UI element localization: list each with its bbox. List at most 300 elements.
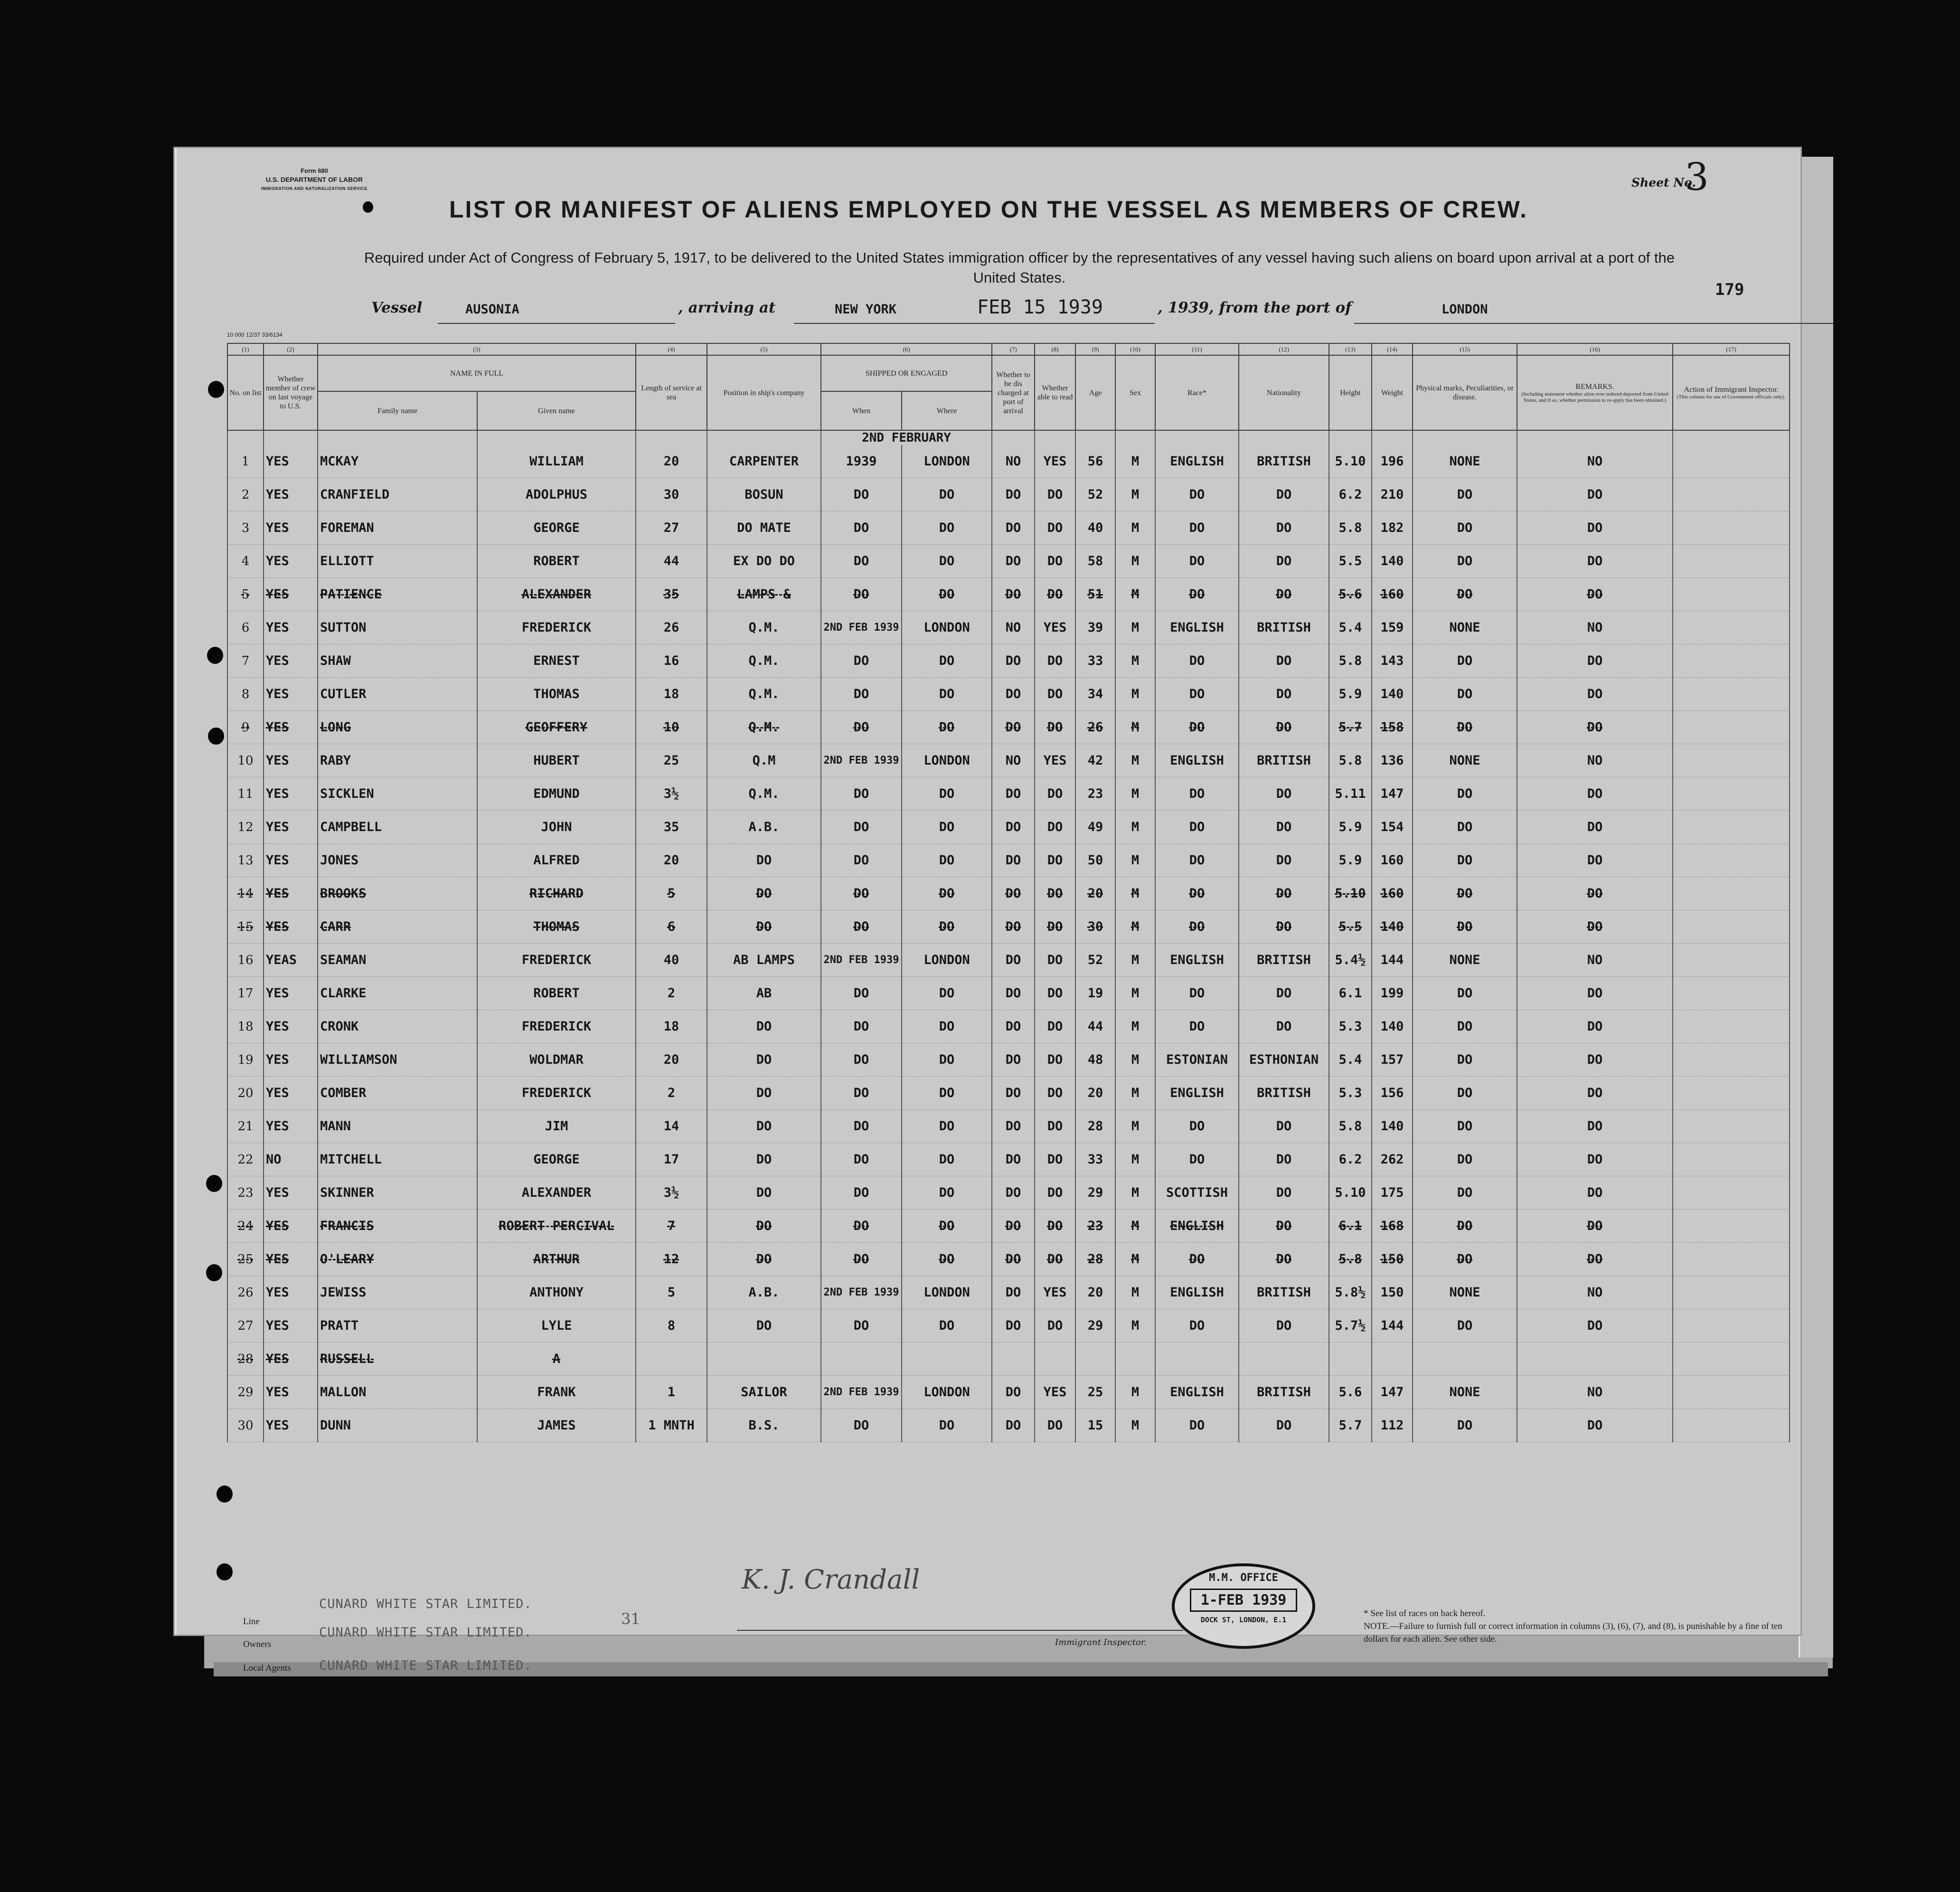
- physical-marks: DO: [1413, 844, 1517, 877]
- shipped-when: DO: [821, 1077, 902, 1110]
- col-number: (12): [1239, 343, 1329, 355]
- shipped-when: DO: [821, 1010, 902, 1043]
- sex: M: [1115, 1077, 1155, 1110]
- race: DO: [1155, 811, 1239, 844]
- sex: M: [1115, 611, 1155, 644]
- height: 5.8: [1329, 1243, 1372, 1276]
- physical-marks: DO: [1413, 1077, 1517, 1110]
- family-name: CRANFIELD: [318, 478, 477, 511]
- physical-marks: DO: [1413, 1010, 1517, 1043]
- family-name: FRANCIS: [318, 1210, 477, 1243]
- remarks: DO: [1517, 1010, 1673, 1043]
- discharged: DO: [992, 1077, 1035, 1110]
- sex: M: [1115, 678, 1155, 711]
- manifest-title: LIST OR MANIFEST OF ALIENS EMPLOYED ON THE VESSEL AS MEMBERS OF CREW.: [449, 196, 1528, 223]
- sex: M: [1115, 511, 1155, 545]
- header-remarks: [1517, 355, 1673, 430]
- nationality: DO: [1239, 1110, 1329, 1143]
- crew-member-flag: YES: [264, 511, 318, 545]
- crew-row: [227, 1010, 1790, 1043]
- inspector-action: [1673, 877, 1790, 910]
- nationality: DO: [1239, 711, 1329, 744]
- length-of-service: 10: [636, 711, 707, 744]
- height: 6.2: [1329, 478, 1372, 511]
- height: 5.10: [1329, 445, 1372, 478]
- crew-member-flag: YES: [264, 578, 318, 611]
- col-number: (3): [318, 343, 636, 355]
- height: 5.9: [1329, 844, 1372, 877]
- discharged: DO: [992, 545, 1035, 578]
- family-name: LONG: [318, 711, 477, 744]
- age: 25: [1075, 1376, 1115, 1409]
- shipped-when: DO: [821, 1309, 902, 1343]
- height: 5.6: [1329, 1376, 1372, 1409]
- shipped-when: [821, 1343, 902, 1376]
- inspector-action: [1673, 1143, 1790, 1176]
- position: Q.M: [707, 744, 821, 777]
- inspector-action: [1673, 578, 1790, 611]
- binder-hole: [206, 1264, 222, 1281]
- able-to-read: YES: [1035, 1276, 1075, 1309]
- family-name: SUTTON: [318, 611, 477, 644]
- inspector-action: [1673, 445, 1790, 478]
- able-to-read: DO: [1035, 1143, 1075, 1176]
- family-name: JEWISS: [318, 1276, 477, 1309]
- header-position: Position in ship's company: [707, 355, 821, 430]
- given-name: GEORGE: [477, 1143, 636, 1176]
- able-to-read: DO: [1035, 678, 1075, 711]
- arrival-date: FEB 15 1939: [977, 296, 1103, 318]
- race: DO: [1155, 910, 1239, 944]
- able-to-read: DO: [1035, 1309, 1075, 1343]
- shipped-where: DO: [902, 478, 992, 511]
- sheet-edge: [1799, 157, 1833, 1657]
- position: B.S.: [707, 1409, 821, 1442]
- col-number: (15): [1413, 343, 1517, 355]
- family-name: SICKLEN: [318, 777, 477, 811]
- position: A.B.: [707, 811, 821, 844]
- length-of-service: 30: [636, 478, 707, 511]
- able-to-read: DO: [1035, 511, 1075, 545]
- crew-member-flag: NO: [264, 1143, 318, 1176]
- age: 29: [1075, 1309, 1115, 1343]
- header-given-name: Given name: [477, 391, 636, 430]
- shipped-when: DO: [821, 678, 902, 711]
- crew-member-flag: YES: [264, 678, 318, 711]
- crew-row: [227, 1409, 1790, 1442]
- remarks: DO: [1517, 777, 1673, 811]
- col-number: (4): [636, 343, 707, 355]
- row-number: 12: [227, 811, 264, 844]
- shipped-where: DO: [902, 910, 992, 944]
- height: 5.7½: [1329, 1309, 1372, 1343]
- physical-marks: DO: [1413, 545, 1517, 578]
- spacer-row: [227, 430, 1790, 445]
- col-number: (16): [1517, 343, 1673, 355]
- remarks: DO: [1517, 1143, 1673, 1176]
- manifest-sheet: [175, 148, 1800, 1673]
- remarks: DO: [1517, 877, 1673, 910]
- crew-row: [227, 977, 1790, 1010]
- height: 5.9: [1329, 811, 1372, 844]
- race: DO: [1155, 1110, 1239, 1143]
- given-name: ROBERT: [477, 977, 636, 1010]
- given-name: ADOLPHUS: [477, 478, 636, 511]
- family-name: WILLIAMSON: [318, 1043, 477, 1077]
- race: DO: [1155, 1143, 1239, 1176]
- stamp-bottom-text: DOCK ST, LONDON, E.1: [1200, 1616, 1287, 1624]
- crew-row: [227, 1043, 1790, 1077]
- given-name: ARTHUR: [477, 1243, 636, 1276]
- discharged: DO: [992, 777, 1035, 811]
- able-to-read: DO: [1035, 711, 1075, 744]
- discharged: DO: [992, 1110, 1035, 1143]
- inspector-action: [1673, 644, 1790, 678]
- agents-label: Local Agents: [243, 1663, 291, 1673]
- height: 5.7: [1329, 1409, 1372, 1442]
- height: 5.6: [1329, 578, 1372, 611]
- able-to-read: [1035, 1343, 1075, 1376]
- shipped-where: LONDON: [902, 744, 992, 777]
- shipped-when: DO: [821, 578, 902, 611]
- crew-row: [227, 944, 1790, 977]
- discharged: DO: [992, 1309, 1035, 1343]
- remarks: DO: [1517, 811, 1673, 844]
- nationality: DO: [1239, 511, 1329, 545]
- inspector-action: [1673, 1243, 1790, 1276]
- position: DO: [707, 910, 821, 944]
- shipped-where: DO: [902, 678, 992, 711]
- able-to-read: DO: [1035, 977, 1075, 1010]
- discharged: NO: [992, 445, 1035, 478]
- crew-member-flag: YES: [264, 1210, 318, 1243]
- inspector-action: [1673, 678, 1790, 711]
- race: DO: [1155, 711, 1239, 744]
- weight: 157: [1372, 1043, 1413, 1077]
- position: BOSUN: [707, 478, 821, 511]
- action-title: Action of Immigrant Inspector.: [1684, 386, 1779, 394]
- crew-row: [227, 1077, 1790, 1110]
- crew-row: [227, 445, 1790, 478]
- height: 5.4½: [1329, 944, 1372, 977]
- header-where: Where: [902, 391, 992, 430]
- race: DO: [1155, 511, 1239, 545]
- family-name: MALLON: [318, 1376, 477, 1409]
- weight: 147: [1372, 777, 1413, 811]
- remarks: DO: [1517, 1409, 1673, 1442]
- length-of-service: 35: [636, 578, 707, 611]
- able-to-read: DO: [1035, 777, 1075, 811]
- race: ENGLISH: [1155, 944, 1239, 977]
- header-height: Height: [1329, 355, 1372, 430]
- physical-marks: DO: [1413, 877, 1517, 910]
- age: [1075, 1343, 1115, 1376]
- binder-hole: [207, 647, 223, 664]
- family-name: FOREMAN: [318, 511, 477, 545]
- row-number: 15: [227, 910, 264, 944]
- race: DO: [1155, 1409, 1239, 1442]
- row-number: 18: [227, 1010, 264, 1043]
- col-number: (7): [992, 343, 1035, 355]
- weight: 140: [1372, 910, 1413, 944]
- crew-row: [227, 578, 1790, 611]
- able-to-read: DO: [1035, 1176, 1075, 1210]
- crew-member-flag: YES: [264, 711, 318, 744]
- age: 15: [1075, 1409, 1115, 1442]
- sex: M: [1115, 445, 1155, 478]
- owners-value: CUNARD WHITE STAR LIMITED.: [319, 1625, 532, 1640]
- row-number: 8: [227, 678, 264, 711]
- able-to-read: DO: [1035, 644, 1075, 678]
- race: ENGLISH: [1155, 445, 1239, 478]
- remarks: DO: [1517, 1077, 1673, 1110]
- year-from-label: , 1939, from the port of: [1158, 299, 1352, 316]
- able-to-read: DO: [1035, 844, 1075, 877]
- physical-marks: NONE: [1413, 744, 1517, 777]
- position: A.B.: [707, 1276, 821, 1309]
- inspector-action: [1673, 910, 1790, 944]
- column-number-row: [227, 343, 1790, 355]
- nationality: DO: [1239, 545, 1329, 578]
- physical-marks: DO: [1413, 1176, 1517, 1210]
- header-name-in-full: NAME IN FULL: [318, 355, 636, 391]
- manifest-rows: [227, 430, 1790, 1442]
- physical-marks: NONE: [1413, 445, 1517, 478]
- binder-hole: [208, 381, 224, 398]
- age: 40: [1075, 511, 1115, 545]
- header-able-to-read: Whether able to read: [1035, 355, 1075, 430]
- family-name: COMBER: [318, 1077, 477, 1110]
- shipped-when: DO: [821, 1110, 902, 1143]
- given-name: FREDERICK: [477, 944, 636, 977]
- nationality: DO: [1239, 977, 1329, 1010]
- col-number: (1): [227, 343, 264, 355]
- race: ENGLISH: [1155, 1276, 1239, 1309]
- height: 5.5: [1329, 910, 1372, 944]
- binder-hole: [217, 1563, 233, 1580]
- crew-row: [227, 644, 1790, 678]
- inspector-action: [1673, 1077, 1790, 1110]
- race: DO: [1155, 1010, 1239, 1043]
- inspector-action: [1673, 1010, 1790, 1043]
- height: 6.1: [1329, 977, 1372, 1010]
- length-of-service: 20: [636, 445, 707, 478]
- shipped-where: DO: [902, 1243, 992, 1276]
- crew-row: [227, 1343, 1790, 1376]
- given-name: JOHN: [477, 811, 636, 844]
- remarks: DO: [1517, 977, 1673, 1010]
- header-sex: Sex: [1115, 355, 1155, 430]
- sex: M: [1115, 1243, 1155, 1276]
- inspector-action: [1673, 1176, 1790, 1210]
- crew-member-flag: YES: [264, 877, 318, 910]
- header-no-on-list: No. on list: [227, 355, 264, 430]
- sex: M: [1115, 1010, 1155, 1043]
- family-name: SKINNER: [318, 1176, 477, 1210]
- remarks: DO: [1517, 1243, 1673, 1276]
- given-name: FREDERICK: [477, 1010, 636, 1043]
- family-name: BROOKS: [318, 877, 477, 910]
- shipped-when: 2ND FEB 1939: [821, 944, 902, 977]
- row-number: 1: [227, 445, 264, 478]
- crew-member-flag: YES: [264, 811, 318, 844]
- shipped-where: DO: [902, 545, 992, 578]
- from-port: LONDON: [1442, 302, 1488, 317]
- crew-row: [227, 777, 1790, 811]
- physical-marks: DO: [1413, 711, 1517, 744]
- crew-member-flag: YES: [264, 777, 318, 811]
- family-name: SEAMAN: [318, 944, 477, 977]
- length-of-service: 1: [636, 1376, 707, 1409]
- crew-row: [227, 1276, 1790, 1309]
- form-header-block: [248, 166, 381, 193]
- race: ENGLISH: [1155, 1210, 1239, 1243]
- line-label: Line: [243, 1617, 260, 1627]
- able-to-read: YES: [1035, 445, 1075, 478]
- length-of-service: 8: [636, 1309, 707, 1343]
- sex: M: [1115, 744, 1155, 777]
- shipped-when: DO: [821, 1243, 902, 1276]
- row-number: 5: [227, 578, 264, 611]
- row-number: 3: [227, 511, 264, 545]
- race: DO: [1155, 977, 1239, 1010]
- position: DO: [707, 1043, 821, 1077]
- remarks: NO: [1517, 1276, 1673, 1309]
- races-note: * See list of races on back hereof.: [1364, 1608, 1486, 1618]
- nationality: BRITISH: [1239, 1077, 1329, 1110]
- crew-row: [227, 545, 1790, 578]
- height: 5.11: [1329, 777, 1372, 811]
- age: 52: [1075, 478, 1115, 511]
- able-to-read: YES: [1035, 611, 1075, 644]
- arriving-label: , arriving at: [678, 299, 776, 316]
- crew-row: [227, 1376, 1790, 1409]
- given-name: ALEXANDER: [477, 578, 636, 611]
- physical-marks: DO: [1413, 1043, 1517, 1077]
- given-name: JAMES: [477, 1409, 636, 1442]
- sex: M: [1115, 1276, 1155, 1309]
- age: 20: [1075, 877, 1115, 910]
- remarks: DO: [1517, 478, 1673, 511]
- remarks: DO: [1517, 1210, 1673, 1243]
- length-of-service: 35: [636, 811, 707, 844]
- given-name: FREDERICK: [477, 1077, 636, 1110]
- shipped-when: 2ND FEB 1939: [821, 1276, 902, 1309]
- discharged: DO: [992, 1043, 1035, 1077]
- nationality: BRITISH: [1239, 611, 1329, 644]
- height: 6.2: [1329, 1143, 1372, 1176]
- family-name: CLARKE: [318, 977, 477, 1010]
- signature-line: [737, 1630, 1183, 1631]
- able-to-read: DO: [1035, 811, 1075, 844]
- nationality: DO: [1239, 877, 1329, 910]
- position: Q.M.: [707, 644, 821, 678]
- shipped-where: LONDON: [902, 611, 992, 644]
- crew-manifest-table: [227, 343, 1790, 1442]
- remarks: NO: [1517, 611, 1673, 644]
- inspector-action: [1673, 1376, 1790, 1409]
- shipped-where: DO: [902, 977, 992, 1010]
- inspector-action: [1673, 1409, 1790, 1442]
- crew-member-flag: YES: [264, 545, 318, 578]
- family-name: CRONK: [318, 1010, 477, 1043]
- physical-marks: DO: [1413, 811, 1517, 844]
- discharged: DO: [992, 877, 1035, 910]
- race: DO: [1155, 644, 1239, 678]
- physical-marks: DO: [1413, 1409, 1517, 1442]
- length-of-service: 1 MNTH: [636, 1409, 707, 1442]
- age: 28: [1075, 1110, 1115, 1143]
- col-number: (2): [264, 343, 318, 355]
- discharged: DO: [992, 977, 1035, 1010]
- age: 50: [1075, 844, 1115, 877]
- nationality: BRITISH: [1239, 744, 1329, 777]
- nationality: BRITISH: [1239, 445, 1329, 478]
- shipped-when: DO: [821, 1176, 902, 1210]
- crew-member-flag: YES: [264, 1110, 318, 1143]
- nationality: [1239, 1343, 1329, 1376]
- age: 28: [1075, 1243, 1115, 1276]
- col-number: (8): [1035, 343, 1075, 355]
- height: 5.8: [1329, 644, 1372, 678]
- weight: 199: [1372, 977, 1413, 1010]
- row-number: 24: [227, 1210, 264, 1243]
- row-number: 22: [227, 1143, 264, 1176]
- height: 5.10: [1329, 877, 1372, 910]
- nationality: DO: [1239, 1176, 1329, 1210]
- height: 5.4: [1329, 1043, 1372, 1077]
- age: 23: [1075, 777, 1115, 811]
- length-of-service: 2: [636, 1077, 707, 1110]
- shipped-where: [902, 1343, 992, 1376]
- sex: M: [1115, 644, 1155, 678]
- sex: M: [1115, 1376, 1155, 1409]
- header-discharged: Whether to be dis charged at port of arrival: [992, 355, 1035, 430]
- age: 29: [1075, 1176, 1115, 1210]
- given-name: ROBERT: [477, 545, 636, 578]
- remarks: NO: [1517, 744, 1673, 777]
- row-number: 9: [227, 711, 264, 744]
- position: DO: [707, 1143, 821, 1176]
- inspector-action: [1673, 811, 1790, 844]
- shipped-date-note: 2ND FEBRUARY: [821, 430, 992, 445]
- row-number: 21: [227, 1110, 264, 1143]
- weight: 147: [1372, 1376, 1413, 1409]
- physical-marks: DO: [1413, 977, 1517, 1010]
- header-shipped-or-engaged: SHIPPED OR ENGAGED: [821, 355, 992, 391]
- inspector-label: Immigrant Inspector.: [1055, 1637, 1147, 1647]
- weight: 262: [1372, 1143, 1413, 1176]
- nationality: DO: [1239, 644, 1329, 678]
- shipped-where: DO: [902, 1176, 992, 1210]
- shipped-when: DO: [821, 777, 902, 811]
- height: 5.8½: [1329, 1276, 1372, 1309]
- inspector-action: [1673, 1210, 1790, 1243]
- page-stamp-number: 179: [1715, 280, 1744, 299]
- sex: M: [1115, 1143, 1155, 1176]
- col-number: (11): [1155, 343, 1239, 355]
- weight: 160: [1372, 877, 1413, 910]
- nationality: DO: [1239, 678, 1329, 711]
- col-number: (10): [1115, 343, 1155, 355]
- physical-marks: DO: [1413, 678, 1517, 711]
- given-name: GEOFFERY: [477, 711, 636, 744]
- shipped-where: LONDON: [902, 1376, 992, 1409]
- physical-marks: DO: [1413, 1143, 1517, 1176]
- position: CARPENTER: [707, 445, 821, 478]
- weight: 156: [1372, 1077, 1413, 1110]
- inspector-action: [1673, 711, 1790, 744]
